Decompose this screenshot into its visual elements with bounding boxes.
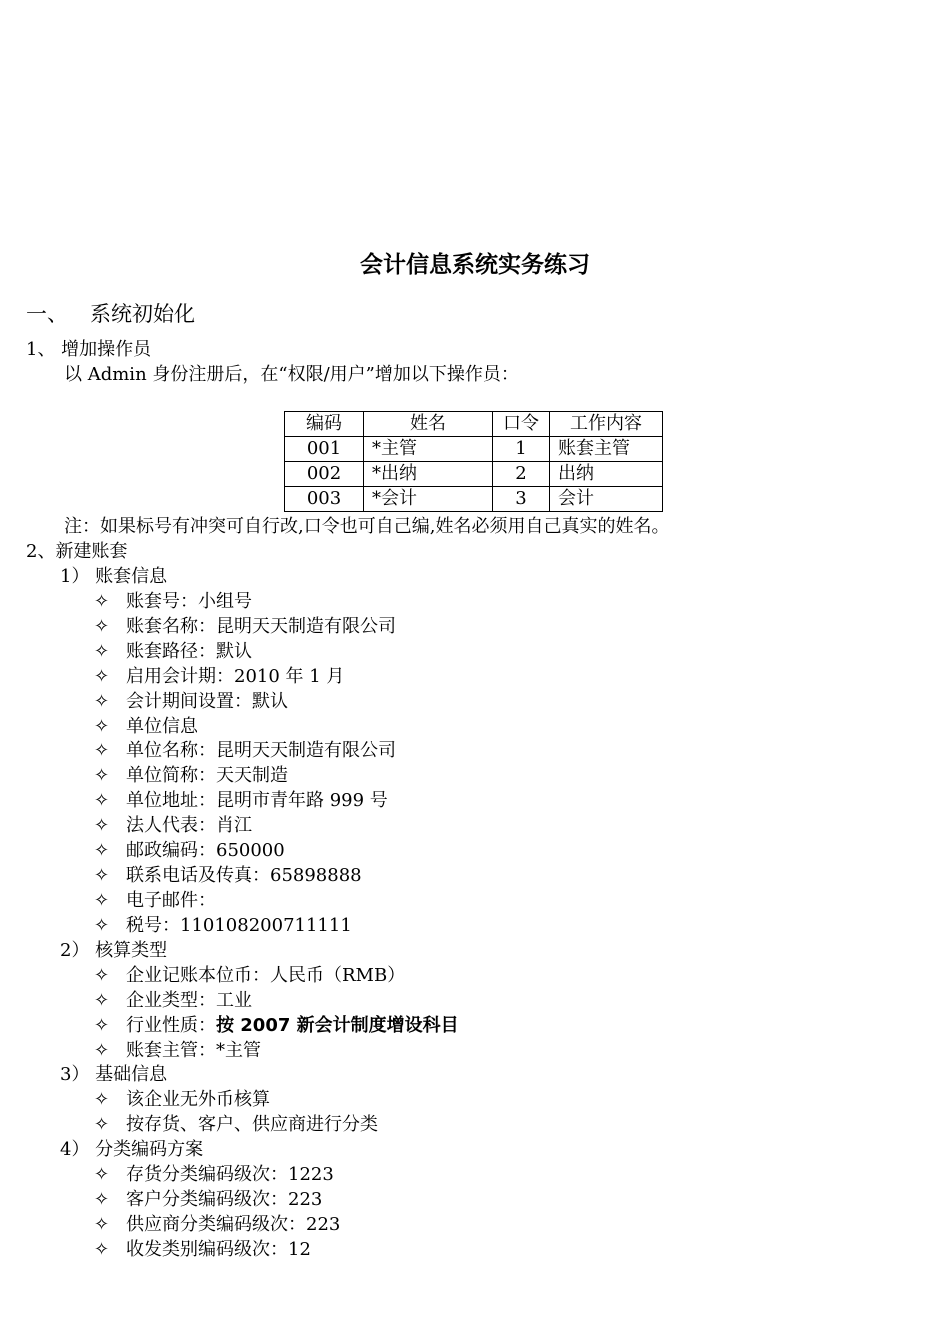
diamond-bullet-icon: ✧ xyxy=(94,840,110,861)
list-item-text: 电子邮件： xyxy=(126,889,216,911)
diamond-bullet-icon: ✧ xyxy=(94,989,110,1011)
diamond-bullet-icon: ✧ xyxy=(94,889,110,911)
diamond-bullet-icon: ✧ xyxy=(94,1164,110,1185)
list-item xyxy=(94,764,288,788)
header-cell: 姓名 xyxy=(364,412,493,437)
list-item-text: 税号：110108200711111 xyxy=(126,914,352,936)
list-item-text: 账套主管：*主管 xyxy=(126,1039,261,1061)
list-item-text: 供应商分类编码级次：223 xyxy=(126,1213,341,1235)
diamond-bullet-icon: ✧ xyxy=(94,965,110,986)
list-item-text: 按存货、客户、供应商进行分类 xyxy=(126,1113,378,1135)
diamond-bullet-icon: ✧ xyxy=(94,665,110,687)
diamond-bullet-icon: ✧ xyxy=(94,715,110,737)
cell-password: 1 xyxy=(493,437,550,462)
list-item xyxy=(94,814,252,838)
cell-password: 3 xyxy=(493,487,550,512)
diamond-bullet-icon: ✧ xyxy=(94,1213,110,1235)
table-row xyxy=(285,437,663,462)
list-item xyxy=(94,640,252,664)
cell-name: *会计 xyxy=(364,487,493,512)
list-item xyxy=(94,690,288,714)
diamond-bullet-icon: ✧ xyxy=(94,765,110,787)
list-item-text: 企业记账本位币：人民币（RMB） xyxy=(126,965,406,986)
diamond-bullet-icon: ✧ xyxy=(94,790,110,812)
item1-heading: 1、 增加操作员 xyxy=(26,339,152,360)
diamond-bullet-icon: ✧ xyxy=(94,1113,110,1135)
list-item xyxy=(94,839,285,863)
list-item xyxy=(94,964,405,988)
list-item-text: 存货分类编码级次：1223 xyxy=(126,1164,334,1185)
list-item-text: 单位简称：天天制造 xyxy=(126,765,288,787)
cell-code: 003 xyxy=(285,487,364,512)
list-item-text: 账套路径：默认 xyxy=(126,640,252,662)
list-item xyxy=(94,1163,334,1187)
list-item-text: 法人代表：肖江 xyxy=(126,815,252,837)
list-item-text: 企业类型：工业 xyxy=(126,989,252,1011)
list-item-text: 账套号：小组号 xyxy=(126,591,252,612)
operators-table xyxy=(284,411,663,512)
industry-value: 按 2007 新会计制度增设科目 xyxy=(216,1014,459,1036)
list-item xyxy=(94,1014,459,1038)
list-item xyxy=(94,715,198,739)
cell-job: 账套主管 xyxy=(550,437,663,462)
list-item xyxy=(94,889,216,913)
header-cell: 口令 xyxy=(493,412,550,437)
cell-job: 出纳 xyxy=(550,462,663,487)
table-row xyxy=(285,487,663,512)
list-item xyxy=(94,989,252,1013)
cell-password: 2 xyxy=(493,462,550,487)
diamond-bullet-icon: ✧ xyxy=(94,591,110,612)
document-title: 会计信息系统实务练习 xyxy=(360,252,590,278)
sub1-heading: 1） 账套信息 xyxy=(60,566,168,587)
item1-intro: 以 Admin 身份注册后，在“权限/用户”增加以下操作员： xyxy=(64,364,519,385)
cell-name: *出纳 xyxy=(364,462,493,487)
diamond-bullet-icon: ✧ xyxy=(94,1089,110,1110)
item1-note: 注：如果标号有冲突可自行改,口令也可自己编,姓名必须用自己真实的姓名。 xyxy=(64,516,670,537)
sub3-heading: 3） 基础信息 xyxy=(60,1064,168,1085)
list-item xyxy=(94,1213,340,1237)
list-item xyxy=(94,590,252,614)
list-item-text: 行业性质： xyxy=(126,1014,216,1036)
list-item xyxy=(94,665,344,689)
list-item-text: 会计期间设置：默认 xyxy=(126,690,288,712)
diamond-bullet-icon: ✧ xyxy=(94,1238,110,1260)
list-item xyxy=(94,914,352,938)
cell-job: 会计 xyxy=(550,487,663,512)
list-item-text: 单位名称：昆明天天制造有限公司 xyxy=(126,740,396,762)
list-item xyxy=(94,1113,378,1137)
list-item-text: 客户分类编码级次：223 xyxy=(126,1188,323,1210)
diamond-bullet-icon: ✧ xyxy=(94,815,110,837)
list-item xyxy=(94,789,388,813)
list-item xyxy=(94,1039,261,1063)
list-item-text: 启用会计期：2010 年 1 月 xyxy=(126,665,345,687)
table-header-row xyxy=(285,412,663,437)
list-item xyxy=(94,1238,311,1262)
diamond-bullet-icon: ✧ xyxy=(94,1039,110,1061)
table-row xyxy=(285,462,663,487)
diamond-bullet-icon: ✧ xyxy=(94,615,110,637)
list-item-text: 该企业无外币核算 xyxy=(126,1089,270,1110)
diamond-bullet-icon: ✧ xyxy=(94,690,110,712)
section-heading xyxy=(26,302,195,326)
list-item-text: 账套名称：昆明天天制造有限公司 xyxy=(126,615,396,637)
list-item xyxy=(94,1088,270,1112)
diamond-bullet-icon: ✧ xyxy=(94,1188,110,1210)
list-item xyxy=(94,615,396,639)
list-item xyxy=(94,1188,322,1212)
sub4-heading: 4） 分类编码方案 xyxy=(60,1139,204,1160)
list-item xyxy=(94,864,362,888)
diamond-bullet-icon: ✧ xyxy=(94,1014,110,1036)
cell-code: 002 xyxy=(285,462,364,487)
item2-heading: 2、新建账套 xyxy=(26,541,128,562)
list-item-text: 单位地址：昆明市青年路 999 号 xyxy=(126,790,388,812)
list-item xyxy=(94,739,396,763)
list-item-text: 邮政编码：650000 xyxy=(126,840,285,861)
list-item-text: 收发类别编码级次：12 xyxy=(126,1238,311,1260)
header-cell: 工作内容 xyxy=(550,412,663,437)
header-cell: 编码 xyxy=(285,412,364,437)
list-item-text: 单位信息 xyxy=(126,715,198,737)
diamond-bullet-icon: ✧ xyxy=(94,914,110,936)
cell-name: *主管 xyxy=(364,437,493,462)
list-item-text: 联系电话及传真：65898888 xyxy=(126,864,362,886)
sub2-heading: 2） 核算类型 xyxy=(60,940,168,961)
diamond-bullet-icon: ✧ xyxy=(94,740,110,762)
section-number: 一、 xyxy=(26,302,68,326)
diamond-bullet-icon: ✧ xyxy=(94,640,110,662)
section-title: 系统初始化 xyxy=(90,302,195,326)
cell-code: 001 xyxy=(285,437,364,462)
diamond-bullet-icon: ✧ xyxy=(94,864,110,886)
